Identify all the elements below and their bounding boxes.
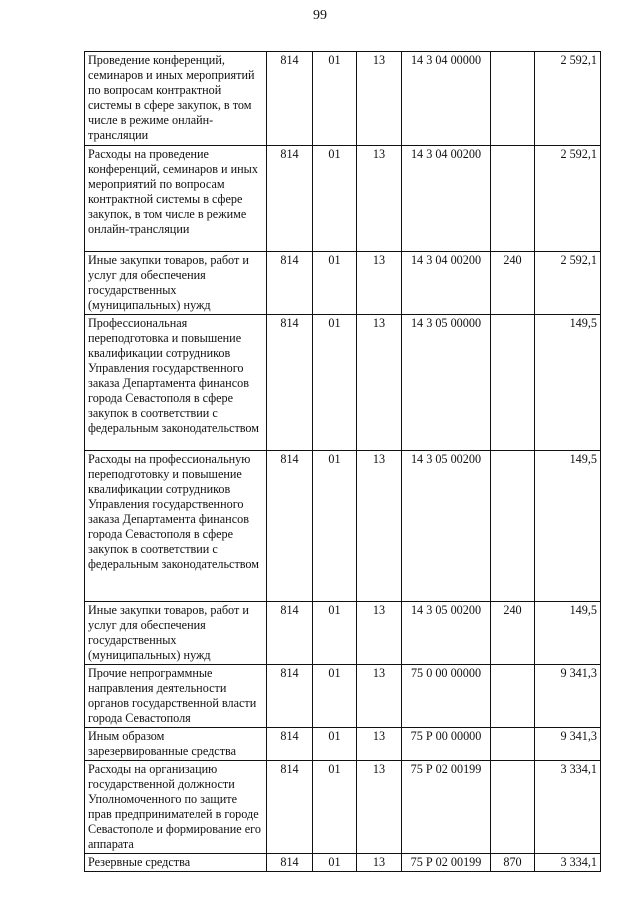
section-code: 01	[313, 252, 357, 315]
amount: 9 341,3	[535, 728, 601, 761]
item-name: Расходы на проведение конференций, семинаров и иных мероприятий по вопросам контрактной системы в сфере закупок, в том числе в режиме онлайн-трансляции	[85, 146, 267, 252]
table-row	[85, 854, 601, 872]
expense-type-code	[491, 52, 535, 146]
section-code: 01	[313, 52, 357, 146]
ministry-code: 814	[267, 315, 313, 451]
item-name: Проведение конференций, семинаров и иных мероприятий по вопросам контрактной системы в сфере закупок, в том числе в режиме онлайн-трансляции	[85, 52, 267, 146]
item-name: Расходы на профессиональную переподготовку и повышение квалификации сотрудников Управления государственного заказа Департамента финансов города Севастополя в сфере закупок в соответствии с федеральным законодательством	[85, 451, 267, 602]
section-code: 01	[313, 146, 357, 252]
expense-type-code	[491, 315, 535, 451]
item-name: Иным образом зарезервированные средства	[85, 728, 267, 761]
target-article-code: 75 Р 02 00199	[402, 761, 491, 854]
page-number: 99	[313, 8, 327, 23]
target-article-code: 14 3 04 00200	[402, 252, 491, 315]
subsection-code: 13	[357, 451, 402, 602]
section-code: 01	[313, 665, 357, 728]
expense-type-code	[491, 146, 535, 252]
subsection-code: 13	[357, 52, 402, 146]
expense-type-code: 870	[491, 854, 535, 872]
section-code: 01	[313, 315, 357, 451]
subsection-code: 13	[357, 602, 402, 665]
table-row	[85, 451, 601, 602]
amount: 149,5	[535, 451, 601, 602]
ministry-code: 814	[267, 665, 313, 728]
ministry-code: 814	[267, 602, 313, 665]
item-name: Расходы на организацию государственной должности Уполномоченного по защите прав предпринимателей в городе Севастополе и формирование его аппарата	[85, 761, 267, 854]
amount: 9 341,3	[535, 665, 601, 728]
subsection-code: 13	[357, 854, 402, 872]
amount: 2 592,1	[535, 252, 601, 315]
budget-table	[84, 51, 601, 872]
target-article-code: 14 3 04 00200	[402, 146, 491, 252]
ministry-code: 814	[267, 52, 313, 146]
expense-type-code	[491, 728, 535, 761]
table-row	[85, 665, 601, 728]
ministry-code: 814	[267, 728, 313, 761]
ministry-code: 814	[267, 761, 313, 854]
subsection-code: 13	[357, 252, 402, 315]
section-code: 01	[313, 854, 357, 872]
ministry-code: 814	[267, 854, 313, 872]
target-article-code: 75 0 00 00000	[402, 665, 491, 728]
target-article-code: 75 Р 02 00199	[402, 854, 491, 872]
table-row	[85, 146, 601, 252]
section-code: 01	[313, 728, 357, 761]
section-code: 01	[313, 451, 357, 602]
ministry-code: 814	[267, 451, 313, 602]
table-row	[85, 761, 601, 854]
amount: 2 592,1	[535, 52, 601, 146]
subsection-code: 13	[357, 665, 402, 728]
subsection-code: 13	[357, 146, 402, 252]
subsection-code: 13	[357, 315, 402, 451]
amount: 2 592,1	[535, 146, 601, 252]
expense-type-code: 240	[491, 602, 535, 665]
subsection-code: 13	[357, 761, 402, 854]
table-row	[85, 315, 601, 451]
section-code: 01	[313, 761, 357, 854]
expense-type-code	[491, 665, 535, 728]
amount: 149,5	[535, 315, 601, 451]
target-article-code: 14 3 05 00200	[402, 451, 491, 602]
expense-type-code	[491, 761, 535, 854]
ministry-code: 814	[267, 252, 313, 315]
table-row	[85, 52, 601, 146]
expense-type-code: 240	[491, 252, 535, 315]
expense-type-code	[491, 451, 535, 602]
table-row	[85, 252, 601, 315]
item-name: Прочие непрограммные направления деятельности органов государственной власти города Севастополя	[85, 665, 267, 728]
ministry-code: 814	[267, 146, 313, 252]
table-row	[85, 728, 601, 761]
target-article-code: 14 3 05 00000	[402, 315, 491, 451]
target-article-code: 14 3 05 00200	[402, 602, 491, 665]
target-article-code: 14 3 04 00000	[402, 52, 491, 146]
amount: 3 334,1	[535, 761, 601, 854]
item-name: Профессиональная переподготовка и повышение квалификации сотрудников Управления государственного заказа Департамента финансов города Севастополя в сфере закупок в соответствии с федеральным законодательством	[85, 315, 267, 451]
item-name: Иные закупки товаров, работ и услуг для обеспечения государственных (муниципальных) нужд	[85, 252, 267, 315]
amount: 149,5	[535, 602, 601, 665]
amount: 3 334,1	[535, 854, 601, 872]
section-code: 01	[313, 602, 357, 665]
target-article-code: 75 Р 00 00000	[402, 728, 491, 761]
table-row	[85, 602, 601, 665]
item-name: Резервные средства	[85, 854, 267, 872]
item-name: Иные закупки товаров, работ и услуг для обеспечения государственных (муниципальных) нужд	[85, 602, 267, 665]
subsection-code: 13	[357, 728, 402, 761]
